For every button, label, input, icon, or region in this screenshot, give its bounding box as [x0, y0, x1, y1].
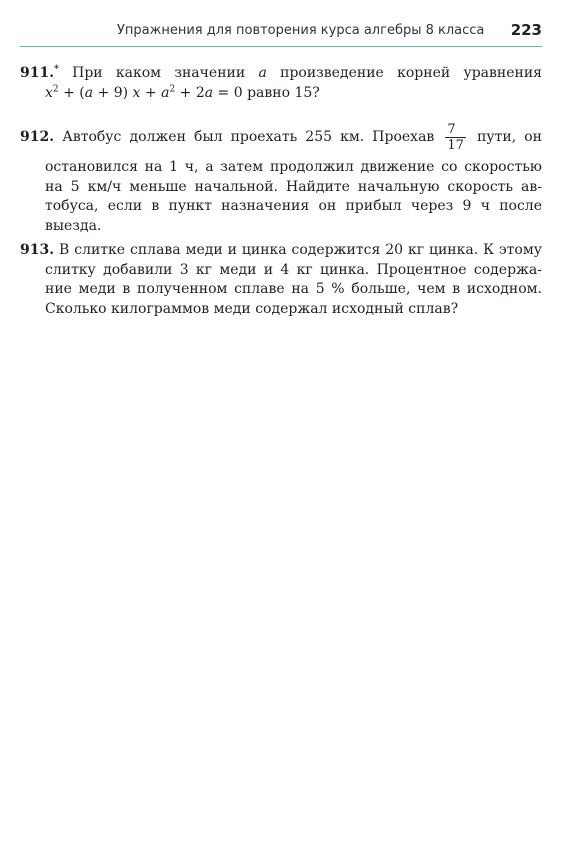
problem-text: В слитке сплава меди и цинка содержится 20 кг цинка. К этому	[59, 242, 542, 258]
page-number: 223	[510, 21, 542, 39]
variable-a: a	[258, 65, 267, 81]
difficulty-star: *	[54, 64, 59, 75]
problem-text: пути, он	[477, 129, 543, 145]
page-header	[20, 20, 542, 47]
fraction	[445, 122, 466, 153]
problem-text: произведение корней уравнения	[280, 65, 542, 81]
problem-912-line-1	[20, 116, 542, 158]
fraction-numerator: 7	[445, 122, 466, 138]
fraction-denominator: 17	[447, 137, 464, 153]
problem-text-line: тобуса, если в пункт назначения он прибыл через 9 ч после	[45, 198, 542, 214]
problem-text-line: Сколько килограммов меди содержал исходный сплав?	[45, 300, 459, 317]
problem-number: 913.	[20, 242, 55, 258]
problem-text-line: выезда.	[45, 217, 102, 234]
problem-911	[20, 64, 542, 103]
problem-text-line: на 5 км/ч меньше начальной. Найдите начальную скорость ав-	[45, 178, 542, 195]
running-title: Упражнения для повторения курса алгебры 8 класса	[117, 23, 485, 38]
problem-913-line-1	[20, 241, 542, 261]
equation: $x^2 + (a + 9) x + a^2 + 2a = 0$ равно 15?	[45, 83, 320, 101]
problem-text: При каком значении	[72, 65, 246, 81]
problem-912	[20, 116, 542, 236]
problem-text: Автобус должен был проехать 255 км. Проехав	[62, 129, 435, 145]
problem-913	[20, 241, 542, 319]
problem-911-line-1	[20, 64, 542, 84]
problem-number: 912.	[20, 129, 55, 145]
problem-number: 911.*	[20, 64, 59, 81]
problem-text-line: остановился на 1 ч, а затем продолжил движение со скоростью	[45, 159, 542, 175]
problem-text-line: слитку добавили 3 кг меди и 4 кг цинка. Процентное содержа-	[45, 261, 542, 278]
problem-text-line: ние меди в полученном сплаве на 5 % больше, чем в исходном.	[45, 281, 542, 297]
